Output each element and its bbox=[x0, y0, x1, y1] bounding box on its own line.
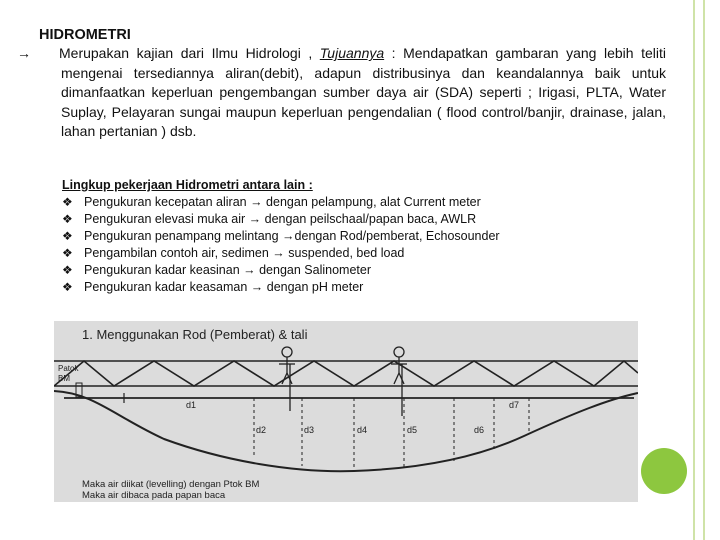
frame-line-left bbox=[693, 0, 695, 540]
intro-paragraph bbox=[17, 44, 666, 142]
figure-caption-line2: Maka air dibaca pada papan baca bbox=[82, 490, 226, 501]
diamond-bullet-icon: ❖ bbox=[62, 246, 73, 260]
diamond-bullet-icon: ❖ bbox=[62, 280, 73, 294]
river-bed-profile bbox=[54, 391, 638, 471]
diamond-bullet-icon: ❖ bbox=[62, 195, 73, 209]
depth-label-d7: d7 bbox=[509, 400, 520, 410]
slide-title: HIDROMETRI bbox=[39, 27, 131, 43]
diamond-bullet-icon: ❖ bbox=[62, 212, 73, 226]
diamond-bullet-icon: ❖ bbox=[62, 229, 73, 243]
arrow-right-icon: → bbox=[17, 45, 31, 61]
accent-circle bbox=[641, 448, 687, 494]
bridge-truss bbox=[54, 361, 638, 386]
scope-section bbox=[62, 177, 602, 296]
intro-text-start: Merupakan kajian dari Ilmu Hidrologi , bbox=[59, 45, 320, 61]
person-figure-left bbox=[279, 347, 295, 411]
frame-line-right bbox=[703, 0, 705, 540]
tujuan-label: Tujuannya bbox=[319, 45, 385, 61]
scope-list bbox=[62, 194, 602, 296]
list-item: ❖ Pengukuran kadar keasinan → dengan Salinometer bbox=[62, 263, 371, 277]
list-item: ❖ Pengukuran elevasi muka air → dengan peilschaal/papan baca, AWLR bbox=[62, 212, 477, 226]
depth-label-d5: d5 bbox=[407, 425, 418, 435]
patok-bm-label: Patok BM bbox=[58, 364, 79, 383]
scope-title: Lingkup pekerjaan Hidrometri antara lain : bbox=[62, 178, 313, 192]
list-item: ❖ Pengukuran kadar keasaman → dengan pH meter bbox=[62, 280, 364, 294]
cross-section-figure bbox=[54, 321, 638, 502]
list-item: ❖ Pengukuran kecepatan aliran → dengan pelampung, alat Current meter bbox=[62, 195, 481, 209]
figure-caption-line1: Maka air diikat (levelling) dengan Ptok BM bbox=[82, 479, 260, 490]
list-item: ❖ Pengambilan contoh air, sedimen → suspended, bed load bbox=[62, 246, 405, 260]
diamond-bullet-icon: ❖ bbox=[62, 263, 73, 277]
figure-heading: 1. Menggunakan Rod (Pemberat) & tali bbox=[82, 327, 308, 342]
depth-label-d6: d6 bbox=[474, 425, 485, 435]
depth-label-d2: d2 bbox=[256, 425, 267, 435]
depth-label-d4: d4 bbox=[357, 425, 368, 435]
depth-label-d3: d3 bbox=[304, 425, 315, 435]
person-figure-right bbox=[391, 347, 407, 416]
list-item: ❖ Pengukuran penampang melintang →dengan Rod/pemberat, Echosounder bbox=[62, 229, 500, 243]
depth-verticals bbox=[254, 398, 529, 471]
intro-text-rest: : Mendapatkan gambaran yang lebih teliti mengenai tersediannya aliran(debit), adapun distribusinya dan keandalannya baik untuk dimanfaatkan keperluan pengembangan sumber daya air (SDA) seperti ; Irigasi, PLTA, Water Suplay, Pelayaran sungai maupun keperluan pengendalian ( flood control/banjir, drainase, jalan, lahan pertanian ) dsb. bbox=[61, 45, 666, 140]
depth-label-d1: d1 bbox=[186, 400, 197, 410]
